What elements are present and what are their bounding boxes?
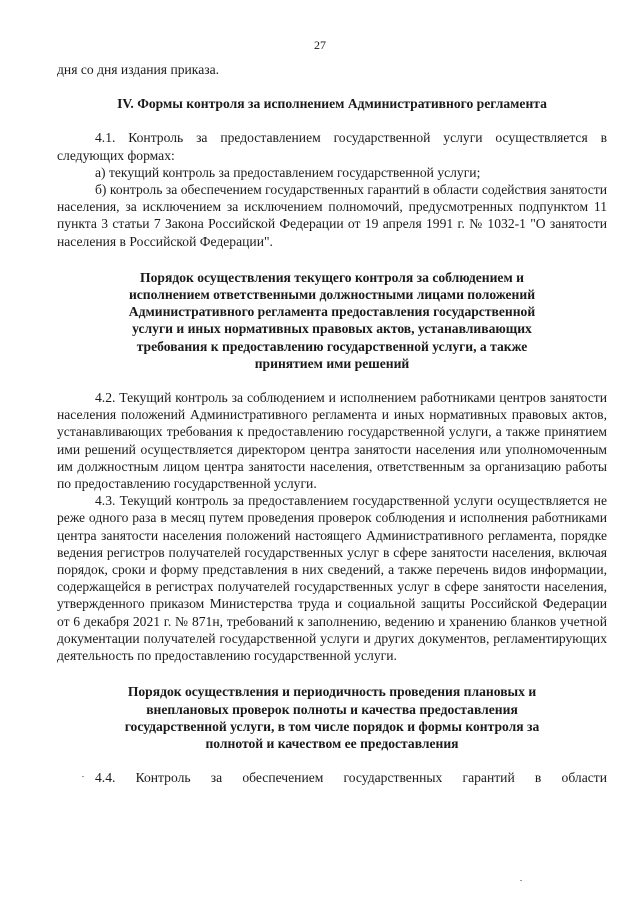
paragraph-4-1-b: б) контроль за обеспечением государственных гарантий в области содействия занятости населения, за исключением за исключением полномочий, предусмотренных подпунктом 11 пункта 3 статьи 7 Закона Российской Федерации от 19 апреля 1991 г. № 1032-1 "О занятости населения в Российской Федерации". (57, 182, 607, 249)
subsection-heading-inspections: Порядок осуществления и периодичность проведения плановых и внеплановых проверок полноты и качества предоставления государственной услуги, в том числе порядок и формы контроля за полнотой и качеством ее предоставления (124, 684, 540, 751)
paragraph-4-2: 4.2. Текущий контроль за соблюдением и исполнением работниками центров занятости населения положений Административного регламента и иных нормативных правовых актов, устанавливающих требования к предоставлению государственной услуги, а также принятием ими решений осуществляется директором центра занятости населения или уполномоченным им должностным лицом центра занятости населения, ответственным за организацию работы по предоставлению государственной услуги. (57, 390, 607, 492)
page-number: 27 (314, 38, 326, 52)
page-content (57, 61, 607, 786)
section-title: IV. Формы контроля за исполнением Административного регламента (117, 96, 547, 112)
paragraph-4-1: 4.1. Контроль за предоставлением государственной услуги осуществляется в следующих формах: (57, 130, 607, 163)
scan-speck (520, 880, 522, 881)
paragraph-4-1-a: а) текущий контроль за предоставлением государственной услуги; (95, 164, 481, 180)
subsection-heading-current-control: Порядок осуществления текущего контроля за соблюдением и исполнением ответственными должностными лицами положений Административного регламента предоставления государственной услуги и иных нормативных правовых актов, устанавливающих требования к предоставлению государственной услуги, а также принятием ими решений (128, 269, 536, 371)
paragraph-4-3: 4.3. Текущий контроль за предоставлением государственной услуги осуществляется не реже одного раза в месяц путем проведения проверок соблюдения и исполнения работниками центра занятости населения положений настоящего Административного регламента, порядке ведения регистров получателей государственных услуг в сфере занятости населения, включая порядок, сроки и форму представления в них сведений, а также перечень видов информации, содержащейся в регистрах получателей государственных услуг в сфере занятости населения, утвержденного приказом Министерства труда и социальной защиты Российской Федерации от 6 декабря 2021 г. № 871н, требований к заполнению, ведению и хранению бланков учетной документации получателей государственной услуги и других документов, регламентирующих деятельность по предоставлению государственной услуги. (57, 493, 607, 664)
intro-line: дня со дня издания приказа. (57, 62, 220, 77)
paragraph-4-4: 4.4. Контроль за обеспечением государственных гарантий в области (95, 770, 607, 786)
scan-speck (82, 776, 84, 777)
